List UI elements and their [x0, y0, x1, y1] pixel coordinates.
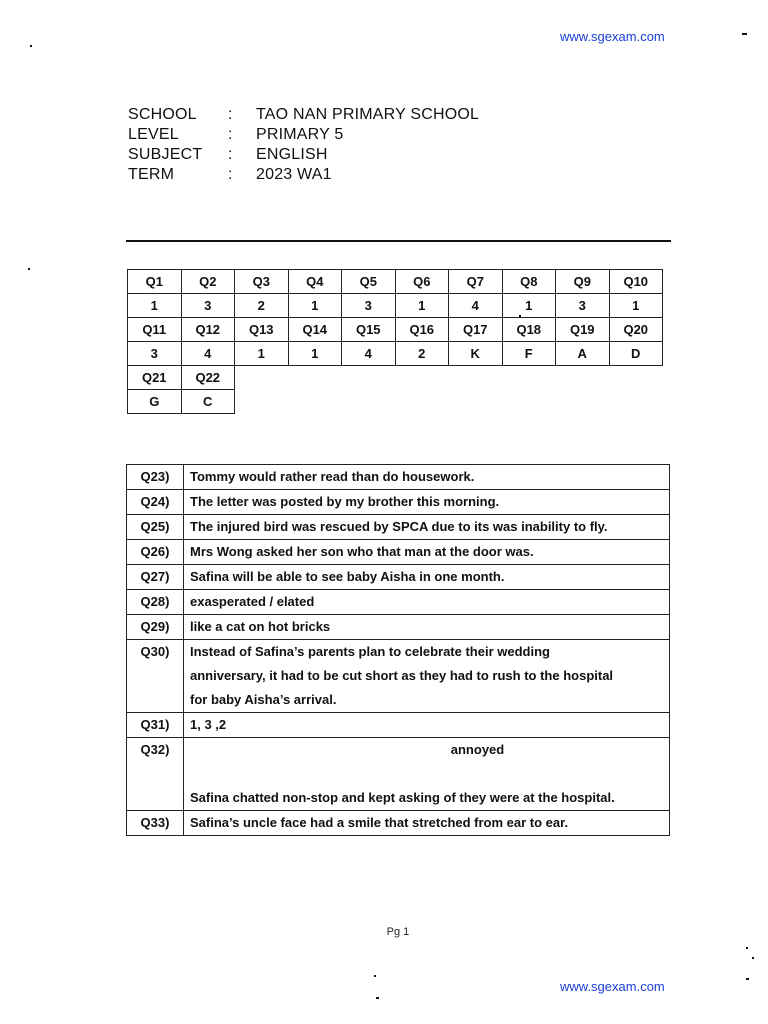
mcq-empty-cell — [395, 366, 449, 390]
mcq-empty-cell — [342, 366, 396, 390]
answer-line: anniversary, it had to be cut short as they had to rush to the hospital — [190, 668, 614, 683]
question-number: Q33) — [127, 811, 184, 836]
mcq-answer-cell: 2 — [395, 342, 449, 366]
mcq-row — [128, 294, 663, 318]
mcq-question-cell: Q9 — [556, 270, 610, 294]
answer-text — [184, 540, 670, 565]
scan-speck — [28, 268, 30, 270]
mcq-answer-cell: C — [181, 390, 235, 414]
answer-text — [184, 515, 670, 540]
header-row-school — [128, 106, 479, 126]
mcq-answer-cell: 1 — [395, 294, 449, 318]
question-number: Q24) — [127, 490, 184, 515]
mcq-answer-cell: 4 — [342, 342, 396, 366]
answer-line — [190, 762, 665, 786]
mcq-answer-table — [127, 269, 663, 414]
answer-text — [184, 713, 670, 738]
header-value: ENGLISH — [256, 146, 328, 163]
answer-row — [127, 565, 670, 590]
answer-line: The injured bird was rescued by SPCA due to its was inability to fly. — [190, 519, 608, 534]
answer-row — [127, 490, 670, 515]
mcq-empty-cell — [395, 390, 449, 414]
mcq-answer-cell: 1 — [288, 294, 342, 318]
mcq-answer-cell: 4 — [181, 342, 235, 366]
mcq-answer-cell: 3 — [128, 342, 182, 366]
mcq-question-cell: Q21 — [128, 366, 182, 390]
mcq-empty-cell — [502, 390, 556, 414]
question-number: Q29) — [127, 615, 184, 640]
mcq-empty-cell — [556, 390, 610, 414]
answer-row — [127, 465, 670, 490]
mcq-answer-cell: 1 — [128, 294, 182, 318]
question-number: Q23) — [127, 465, 184, 490]
header-value: PRIMARY 5 — [256, 126, 344, 143]
mcq-empty-cell — [449, 390, 503, 414]
answer-line: for baby Aisha’s arrival. — [190, 692, 337, 707]
site-link-bottom[interactable]: www.sgexam.com — [560, 979, 665, 994]
scan-speck — [746, 978, 749, 980]
mcq-answer-cell: K — [449, 342, 503, 366]
scan-speck — [742, 33, 747, 35]
mcq-question-cell: Q2 — [181, 270, 235, 294]
header-label: TERM — [128, 166, 175, 183]
answer-line: Instead of Safina’s parents plan to celebrate their wedding — [190, 644, 550, 659]
mcq-empty-cell — [502, 366, 556, 390]
mcq-empty-cell — [288, 390, 342, 414]
mcq-empty-cell — [235, 366, 289, 390]
scan-speck — [519, 315, 521, 318]
site-link-top[interactable]: www.sgexam.com — [560, 29, 665, 44]
header-colon: : — [228, 106, 233, 123]
scan-speck — [374, 975, 376, 977]
mcq-question-cell: Q7 — [449, 270, 503, 294]
mcq-empty-cell — [609, 366, 663, 390]
answer-line: annoyed — [450, 742, 505, 757]
answer-row — [127, 738, 670, 811]
mcq-row — [128, 366, 663, 390]
header-label: SCHOOL — [128, 106, 197, 123]
answer-line: Safina chatted non-stop and kept asking of they were at the hospital. — [190, 790, 615, 805]
question-number: Q30) — [127, 640, 184, 713]
answer-row — [127, 515, 670, 540]
mcq-empty-cell — [449, 366, 503, 390]
mcq-question-cell: Q17 — [449, 318, 503, 342]
mcq-empty-cell — [342, 390, 396, 414]
mcq-empty-cell — [609, 390, 663, 414]
header-value: TAO NAN PRIMARY SCHOOL — [256, 106, 480, 123]
header-colon: : — [228, 166, 233, 183]
mcq-answer-cell: D — [609, 342, 663, 366]
open-answer-table — [126, 464, 670, 836]
answer-line: 1, 3 ,2 — [190, 717, 227, 732]
mcq-question-cell: Q1 — [128, 270, 182, 294]
mcq-question-cell: Q14 — [288, 318, 342, 342]
answer-row — [127, 540, 670, 565]
mcq-question-cell: Q5 — [342, 270, 396, 294]
answer-row — [127, 713, 670, 738]
answer-line: Mrs Wong asked her son who that man at the door was. — [190, 544, 534, 559]
mcq-answer-cell: 2 — [235, 294, 289, 318]
answer-text — [184, 465, 670, 490]
answer-line: Safina will be able to see baby Aisha in one month. — [190, 569, 505, 584]
header-colon: : — [228, 126, 233, 143]
mcq-answer-cell: 4 — [449, 294, 503, 318]
mcq-question-cell: Q20 — [609, 318, 663, 342]
scan-speck — [752, 957, 754, 959]
header-divider — [126, 240, 671, 242]
answer-row — [127, 590, 670, 615]
mcq-row — [128, 390, 663, 414]
mcq-row — [128, 342, 663, 366]
mcq-question-cell: Q15 — [342, 318, 396, 342]
answer-row — [127, 615, 670, 640]
page-number: Pg 1 — [386, 926, 410, 938]
answer-text — [184, 615, 670, 640]
mcq-question-cell: Q8 — [502, 270, 556, 294]
mcq-question-cell: Q11 — [128, 318, 182, 342]
scan-speck — [376, 997, 379, 999]
question-number: Q26) — [127, 540, 184, 565]
mcq-answer-cell: F — [502, 342, 556, 366]
mcq-question-cell: Q6 — [395, 270, 449, 294]
mcq-empty-cell — [556, 366, 610, 390]
mcq-answer-cell: 1 — [609, 294, 663, 318]
mcq-question-cell: Q10 — [609, 270, 663, 294]
answer-row — [127, 811, 670, 836]
question-number: Q28) — [127, 590, 184, 615]
mcq-row — [128, 270, 663, 294]
question-number: Q27) — [127, 565, 184, 590]
answer-line: Tommy would rather read than do housework. — [190, 469, 475, 484]
header-row-term — [128, 166, 479, 186]
answer-text — [184, 565, 670, 590]
answer-text — [184, 640, 670, 713]
header-row-level — [128, 126, 479, 146]
mcq-answer-cell: 3 — [181, 294, 235, 318]
mcq-answer-cell: 3 — [556, 294, 610, 318]
mcq-question-cell: Q12 — [181, 318, 235, 342]
mcq-answer-cell: 1 — [235, 342, 289, 366]
scan-speck — [746, 947, 748, 949]
header-label: LEVEL — [128, 126, 179, 143]
answer-row — [127, 640, 670, 713]
answer-text — [184, 811, 670, 836]
answer-line: Safina’s uncle face had a smile that stretched from ear to ear. — [190, 815, 569, 830]
mcq-empty-cell — [235, 390, 289, 414]
paper-header — [128, 106, 479, 186]
answer-text — [184, 590, 670, 615]
mcq-question-cell: Q16 — [395, 318, 449, 342]
question-number: Q25) — [127, 515, 184, 540]
mcq-question-cell: Q13 — [235, 318, 289, 342]
mcq-answer-cell: 1 — [288, 342, 342, 366]
header-row-subject — [128, 146, 479, 166]
mcq-question-cell: Q22 — [181, 366, 235, 390]
mcq-row — [128, 318, 663, 342]
mcq-empty-cell — [288, 366, 342, 390]
header-label: SUBJECT — [128, 146, 203, 163]
mcq-answer-cell: G — [128, 390, 182, 414]
answer-line: The letter was posted by my brother this morning. — [190, 494, 500, 509]
answer-line: like a cat on hot bricks — [190, 619, 331, 634]
mcq-answer-cell: 1 — [502, 294, 556, 318]
question-number: Q31) — [127, 713, 184, 738]
header-colon: : — [228, 146, 233, 163]
scan-speck — [30, 45, 32, 47]
answer-text — [184, 738, 670, 811]
answer-line: exasperated / elated — [190, 594, 315, 609]
answer-text — [184, 490, 670, 515]
header-value: 2023 WA1 — [256, 166, 332, 183]
mcq-answer-cell: 3 — [342, 294, 396, 318]
question-number: Q32) — [127, 738, 184, 811]
mcq-answer-cell: A — [556, 342, 610, 366]
mcq-question-cell: Q19 — [556, 318, 610, 342]
mcq-question-cell: Q4 — [288, 270, 342, 294]
mcq-question-cell: Q18 — [502, 318, 556, 342]
mcq-question-cell: Q3 — [235, 270, 289, 294]
